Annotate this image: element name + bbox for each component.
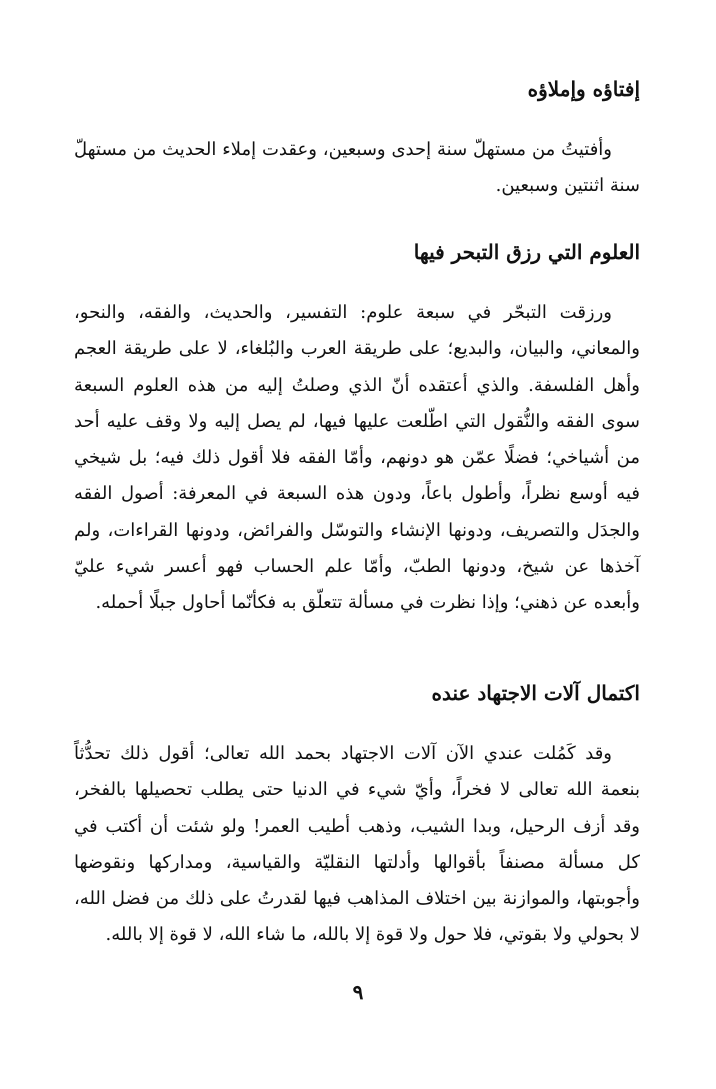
section-heading: اكتمال آلات الاجتهاد عنده [431, 681, 640, 705]
section-heading: العلوم التي رزق التبحر فيها [413, 240, 640, 264]
section-ijtihad [74, 678, 640, 954]
section-ifta [74, 74, 640, 205]
section-paragraph: وأفتيتُ من مستهلّ سنة إحدى وسبعين، وعقدت إملاء الحديث من مستهلّ سنة اثنتين وسبعين. [74, 139, 640, 197]
section-paragraph: ورزقت التبحّر في سبعة علوم: التفسير، والحديث، والفقه، والنحو، والمعاني، والبيان، والبديع؛ على طريقة العرب والبُلغاء، لا على طريقة العجم وأهل الفلسفة. والذي أعتقده أنّ الذي وصلتُ إليه من هذه العلوم السبعة سوى الفقه والنُّقول التي اطّلعت عليها فيها، لم يصل إليه ولا وقف عليه أحد من أشياخي؛ فضلًا عمّن هو دونهم، وأمّا الفقه فلا أقول ذلك فيه؛ بل شيخي فيه أوسع نظراً، وأطول باعاً، ودون هذه السبعة في المعرفة: أصول الفقه والجدَل والتصريف، ودونها الإنشاء والتوسّل والفرائض، ودونها القراءات، ولم آخذها عن شيخ، ودونها الطبّ، وأمّا علم الحساب فهو أعسر شيء عليّ وأبعده عن ذهني؛ وإذا نظرت في مسألة تتعلّق به فكأنّما أحاول جبلًا أحمله. [74, 302, 640, 614]
section-sciences [74, 237, 640, 622]
section-heading: إفتاؤه وإملاؤه [527, 77, 640, 101]
section-paragraph: وقد كَمُلت عندي الآن آلات الاجتهاد بحمد الله تعالى؛ أقول ذلك تحدُّثاً بنعمة الله تعالى لا فخراً، وأيّ شيء في الدنيا حتى يطلب تحصيلها بالفخر، وقد أزف الرحيل، وبدا الشيب، وذهب أطيب العمر! ولو شئت أن أكتب في كل مسألة مصنفاً بأقوالها وأدلتها النقليّة والقياسية، ومداركها ونقوضها وأجوبتها، والموازنة بين اختلاف المذاهب فيها لقدرتُ على ذلك من فضل الله، لا بحولي ولا بقوتي، فلا حول ولا قوة إلا بالله، ما شاء الله، لا قوة إلا بالله. [74, 743, 640, 946]
page-number: ٩ [352, 980, 364, 1004]
